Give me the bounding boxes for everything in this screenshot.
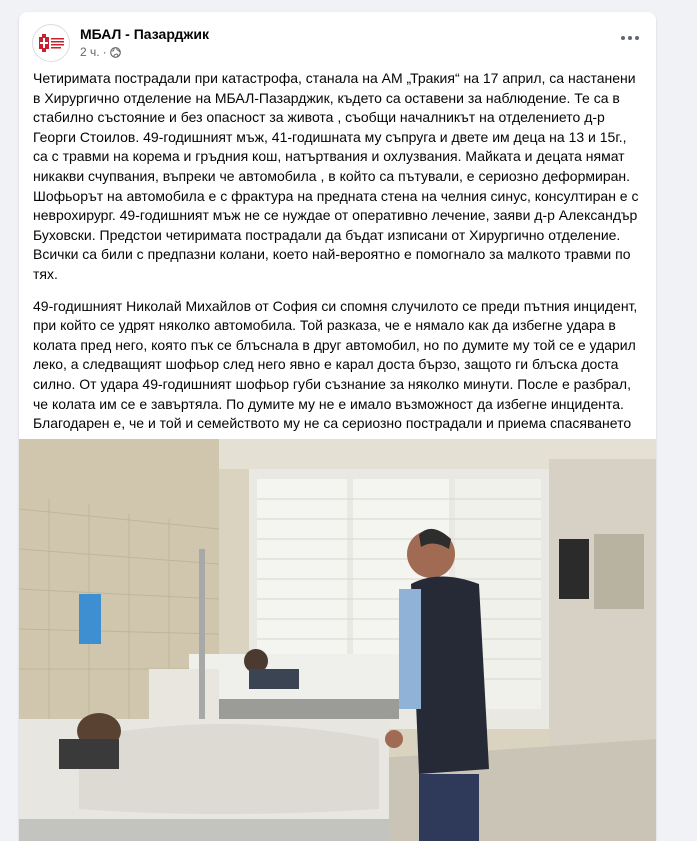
post-paragraph: Четиримата пострадали при катастрофа, станала на АМ „Тракия“ на 17 април, са настанени в Хирургично отделение на МБАЛ-Пазарджик, където са оставени за наблюдение. Те са в стабилно състояние и без опасност за живота , съобщи началникът на отделението д-р Георги Стоилов. 49-годишният мъж, 41-годишната му съпруга и двете им деца на 13 и 15г., са с травми на корема и гръдния кош, натъртвания и охлузвания. Майката и децата нямат никакви счупвания, въпреки че автомобила , в който са пътували, е сериозно деформиран. Шофьорът на автомобила е с фрактура на предната стена на челния синус, консултиран е с неврохирург. 49-годишният мъж не се нуждае от оперативно лечение, заяви д-р Александър Буховски. Предстои четиримата пострадали да бъдат изписани от Хирургично отделение. Всички са били с предпазни колани, което най-вероятно е помогнало за малкото травми по тях. <box>33 70 639 282</box>
more-dots-icon <box>621 36 625 40</box>
post-header <box>19 12 656 64</box>
post-paragraph: 49-годишният Николай Михайлов от София си спомня случилото се преди пътния инцидент, при който се удрят няколко автомобила. Той разказа, че е нямало как да избегне удара в колата пред него, която пък се блъснала в друг автомобил, но по думите му той се е ударил леко, а следващият шофьор след него явно е карал доста бързо, защото ги блъска доста силно. От удара 49-годишният шофьор губи съзнание за няколко минути. После е разбрал, че колата им се е завъртяла. По думите му не е имало възможност да избегне инцидента. Благодарен е, че и той и семейството му не са сериозно пострадали и приема спасяването <box>33 297 638 432</box>
more-dot <box>635 36 639 40</box>
page-name[interactable]: МБАЛ - Пазарджик <box>80 26 209 42</box>
more-dot <box>628 36 632 40</box>
more-options-button[interactable] <box>618 30 642 46</box>
hospital-ward-photo <box>19 439 656 841</box>
globe-icon[interactable] <box>110 47 121 58</box>
post-card <box>19 12 656 841</box>
page-avatar[interactable] <box>32 24 70 62</box>
post-meta <box>80 45 121 59</box>
post-text <box>33 69 645 465</box>
post-photo[interactable] <box>19 439 656 841</box>
hospital-logo-icon <box>33 25 69 61</box>
meta-separator: · <box>102 45 107 59</box>
post-time[interactable]: 2 ч. <box>80 45 100 59</box>
